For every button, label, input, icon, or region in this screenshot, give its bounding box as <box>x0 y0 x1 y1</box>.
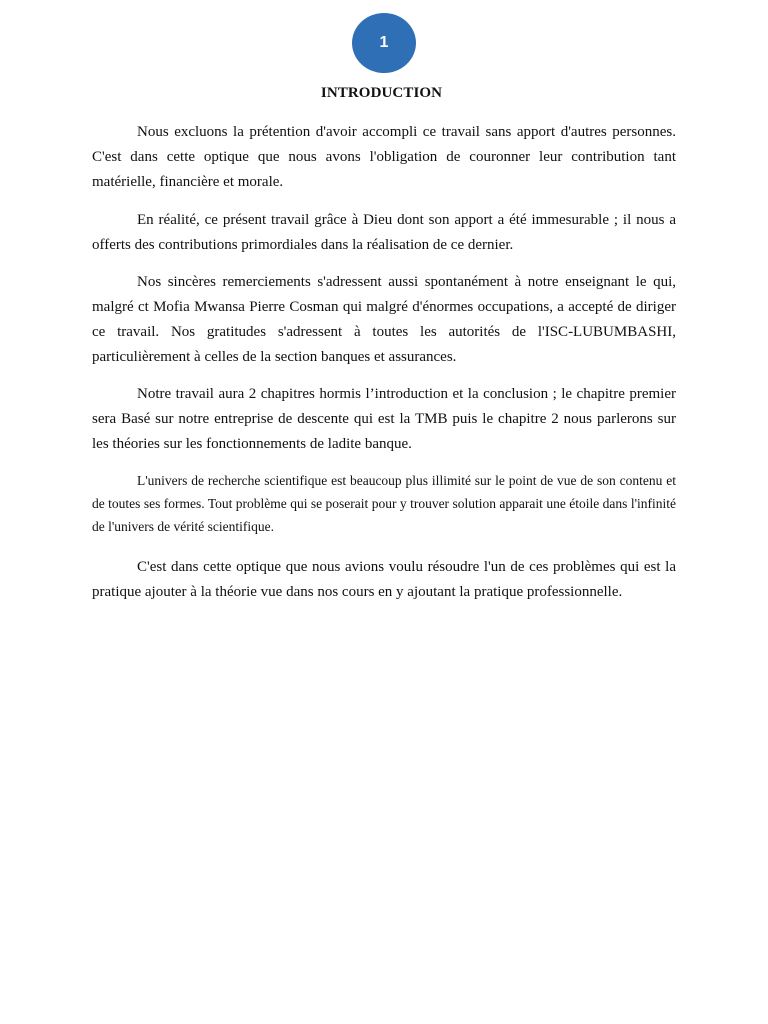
page-title: INTRODUCTION <box>320 85 443 101</box>
paragraph: C'est dans cette optique que nous avions voulu résoudre l'un de ces problèmes qui est la pratique ajouter à la théorie vue dans nos cours en y ajoutant la pratique professionnelle. <box>92 559 676 600</box>
page-number: 1 <box>379 34 389 51</box>
paragraph: Notre travail aura 2 chapitres hormis l’introduction et la conclusion ; le chapitre premier sera Basé sur notre entreprise de descente qui est la TMB puis le chapitre 2 nous parlerons sur les théories sur les fonctionnements de ladite banque. <box>92 386 676 452</box>
paragraph: En réalité, ce présent travail grâce à Dieu dont son apport a été immesurable ; il nous a offerts des contributions primordiales dans la réalisation de ce dernier. <box>92 212 676 253</box>
document-body <box>92 120 676 605</box>
paragraph: Nos sincères remerciements s'adressent aussi spontanément à notre enseignant le qui, malgré ct Mofia Mwansa Pierre Cosman qui malgré d'énormes occupations, a accepté de diriger ce travail. Nos gratitudes s'adressent à toutes les autorités de l'ISC-LUBUMBASHI, particulièrement à celles de la section banques et assurances. <box>92 274 676 365</box>
page-number-badge <box>352 13 416 73</box>
paragraph-small: L'univers de recherche scientifique est beaucoup plus illimité sur le point de vue de son contenu et de toutes ses formes. Tout problème qui se poserait pour y trouver solution apparait une étoile dans l'infinité de l'univers de vérité scientifique. <box>92 473 676 534</box>
paragraph: Nous excluons la prétention d'avoir accompli ce travail sans apport d'autres personnes. C'est dans cette optique que nous avons l'obligation de couronner leur contribution tant matérielle, financière et morale. <box>92 124 676 190</box>
